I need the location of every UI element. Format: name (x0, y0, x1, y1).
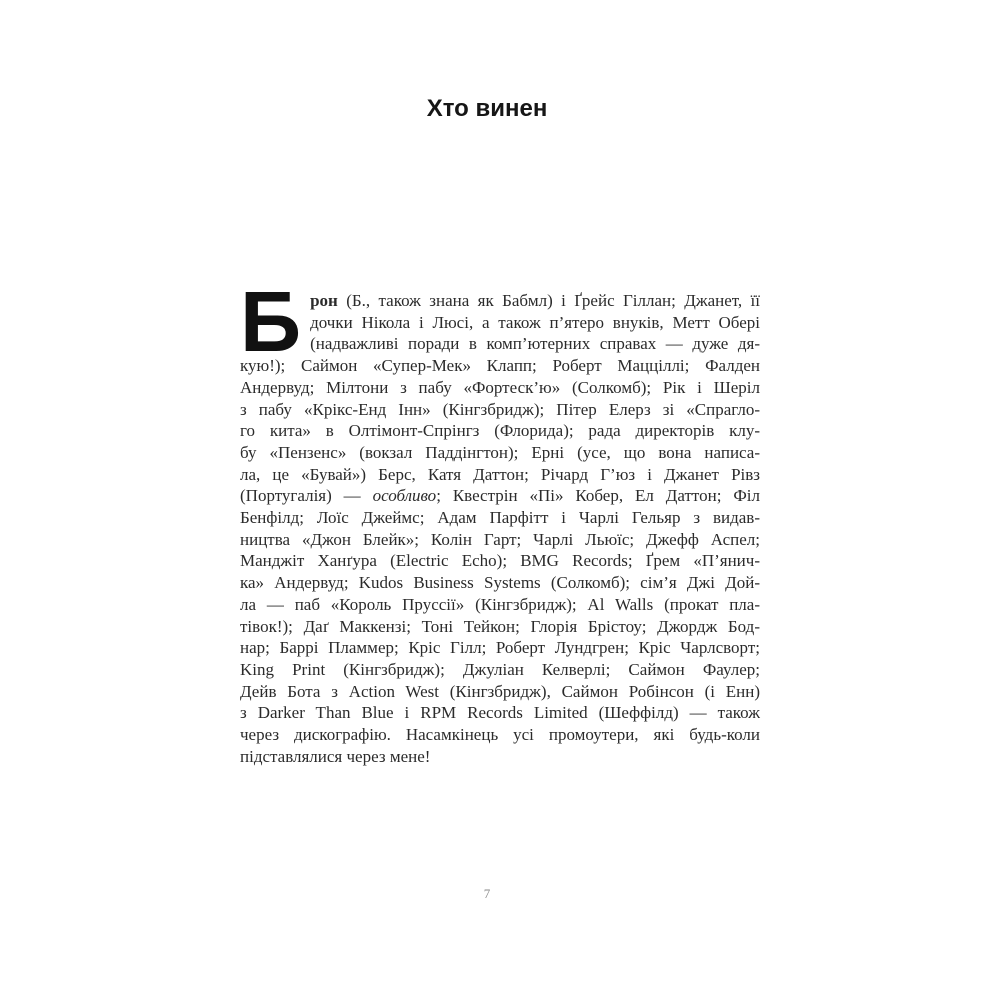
text-line: Бенфілд; Лоїс Джеймс; Адам Парфітт і Чарлі Гельяр з видав- (240, 508, 760, 528)
page-number: 7 (483, 886, 491, 901)
text-line: King Print (Кінгзбридж); Джуліан Келверлі; Саймон Фаулер; (240, 659, 760, 679)
text-line: ла — паб «Король Пруссії» (Кінгзбридж); Al Walls (прокат пла- (240, 594, 760, 614)
drop-cap: Б (240, 275, 302, 370)
text-line: ництва «Джон Блейк»; Колін Гарт; Чарлі Льюїс; Джефф Аспел; (240, 529, 760, 549)
acknowledgments-paragraph (240, 275, 760, 767)
text-line: нар; Баррі Пламмер; Кріс Гілл; Роберт Лундгрен; Кріс Чарлсворт; (240, 638, 760, 658)
text-line: Дейв Бота з Action West (Кінгзбридж), Саймон Робінсон (і Енн) (240, 681, 760, 701)
text-line: з пабу «Крікс-Енд Інн» (Кінгзбридж); Пітер Елерз зі «Спрагло- (240, 399, 760, 419)
text-line: бу «Пензенс» (вокзал Паддінгтон); Ерні (усе, що вона написа- (240, 442, 760, 462)
text-line: (Португалія) — особливо; Квестрін «Пі» Кобер, Ел Даттон; Філ (240, 486, 760, 506)
text-line: Андервуд; Мілтони з пабу «Фортеск’ю» (Солкомб); Рік і Шеріл (240, 377, 760, 397)
text-line: (надважливі поради в комп’ютерних справах — дуже дя- (310, 334, 760, 354)
text-line: з Darker Than Blue і RPM Records Limited (Шеффілд) — також (240, 703, 760, 723)
text-line: дочки Нікола і Люсі, а також п’ятеро внуків, Метт Обері (310, 312, 760, 332)
text-line: ка» Андервуд; Kudos Business Systems (Солкомб); сім’я Джі Дой- (240, 573, 760, 593)
chapter-title: Хто винен (426, 95, 548, 122)
text-line: рон (Б., також знана як Бабмл) і Ґрейс Гіллан; Джанет, її (310, 291, 760, 310)
text-line: ла, це «Бувай») Берс, Катя Даттон; Річард Г’юз і Джанет Рівз (240, 464, 760, 484)
text-line: через дискографію. Насамкінець усі промоутери, які будь-коли (240, 725, 760, 745)
text-line: Манджіт Ханґура (Electric Echo); BMG Records; Ґрем «П’янич- (240, 551, 760, 571)
text-line: підставлялися через мене! (240, 746, 431, 766)
text-line: го кита» в Олтімонт-Спрінгз (Флорида); рада директорів клу- (240, 421, 760, 441)
text-line: кую!); Саймон «Супер-Мек» Клапп; Роберт Мацціллі; Фалден (240, 356, 760, 376)
text-line: тівок!); Даґ Маккензі; Тоні Тейкон; Глорія Брістоу; Джордж Бод- (240, 616, 760, 636)
